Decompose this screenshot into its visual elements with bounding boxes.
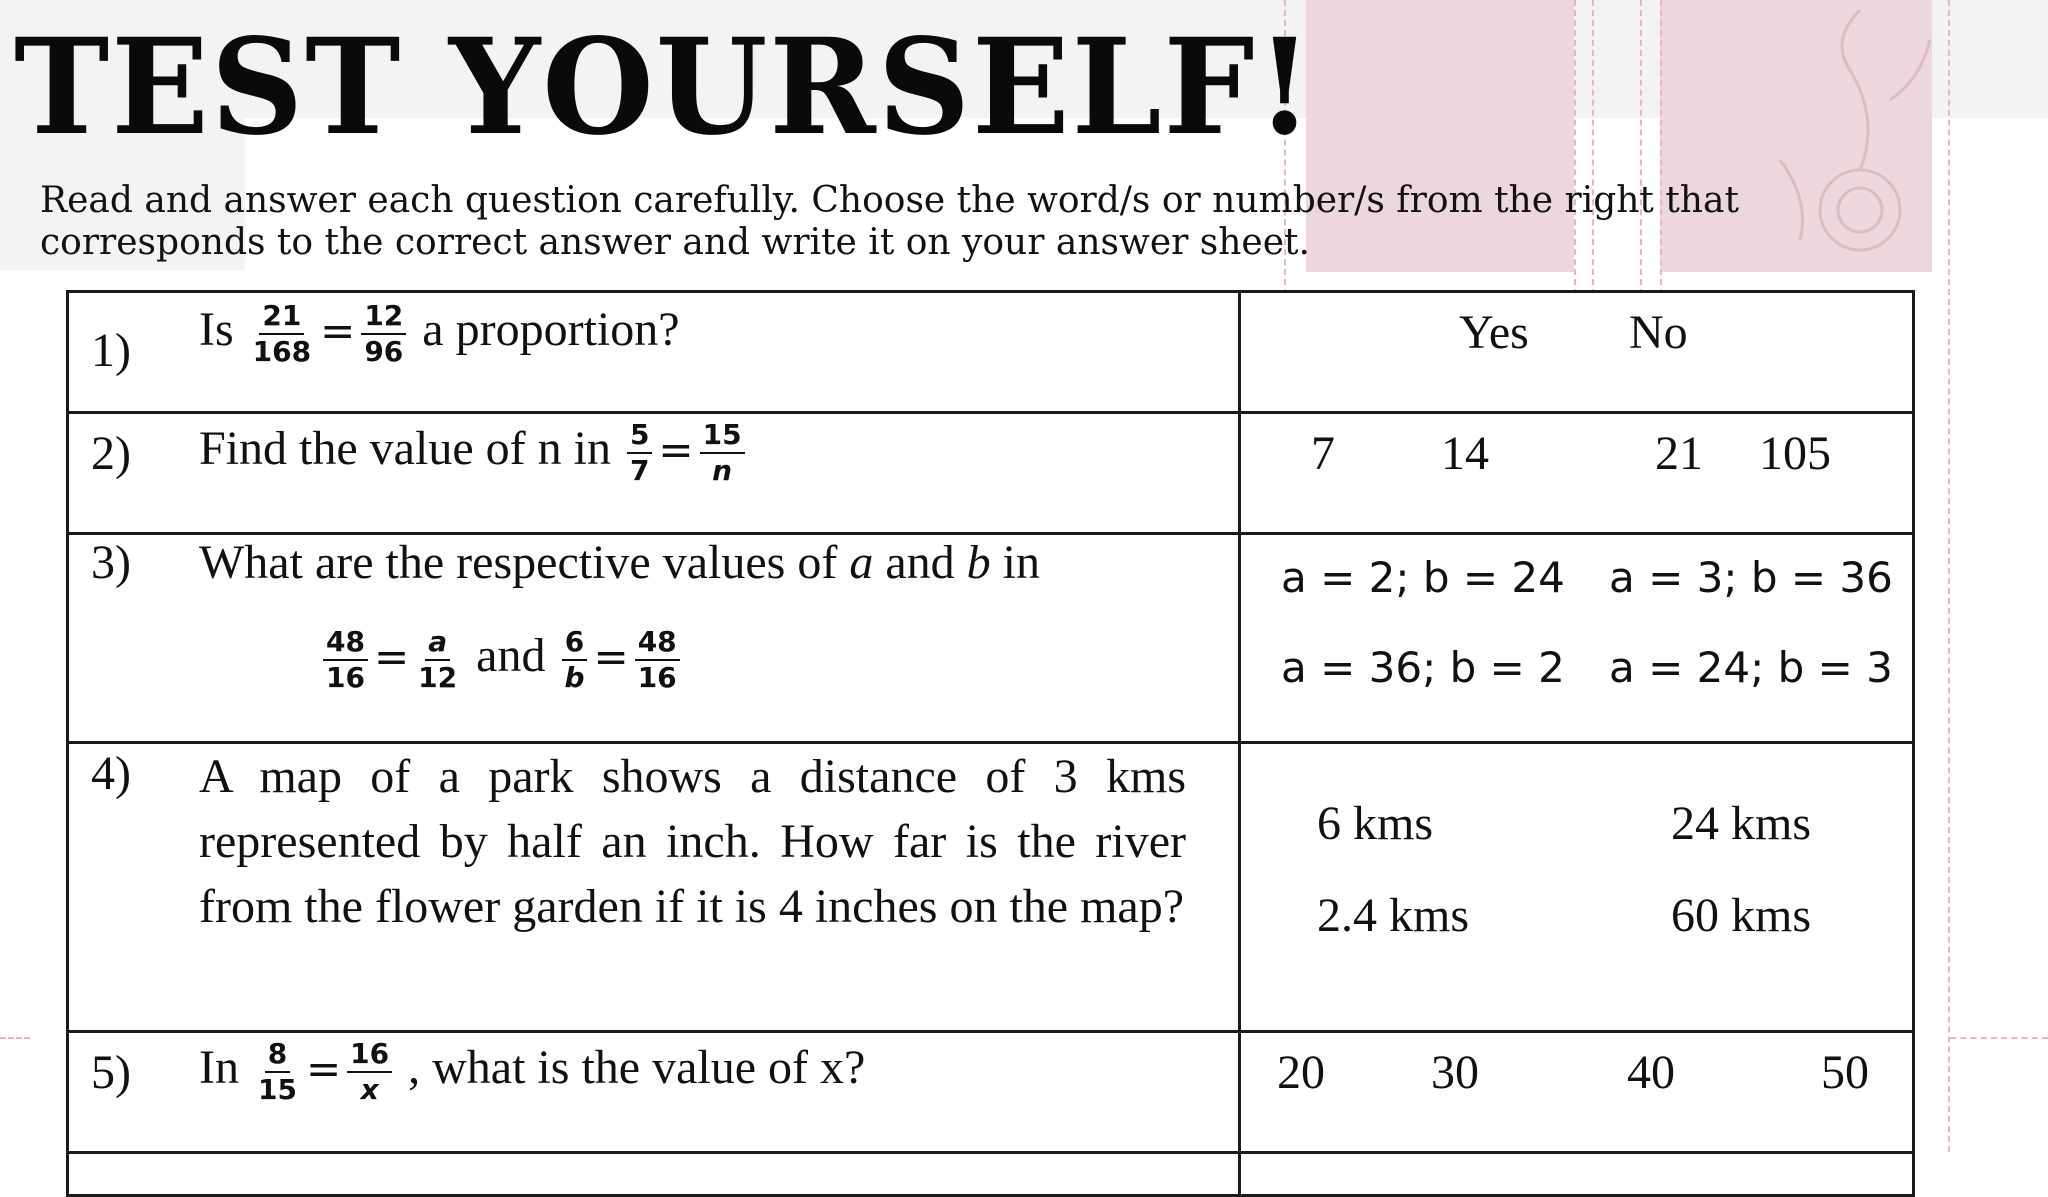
question-row-3 [68,534,1914,743]
option-yes[interactable]: Yes [1459,306,1529,359]
fraction: $\frac{6}{b}$ [561,625,587,695]
quiz-table [66,290,1915,1197]
option-40[interactable]: 40 [1627,1046,1675,1099]
fraction: $\frac{16}{x}$ [347,1037,392,1107]
instructions-text: Read and answer each question carefully. Choose the word/s or number/s from the right that corresponds to the correct answer and write it on your answer sheet. [40,180,1739,263]
option-no[interactable]: No [1629,306,1688,359]
question-text [199,418,1188,488]
question-cell [68,1032,1240,1153]
option-6-kms[interactable]: 6 kms [1317,797,1434,850]
question-cell [68,413,1240,534]
question-number: 5) [91,1046,131,1099]
option-a36-b2[interactable]: a = 36; b = 2 [1281,643,1565,692]
options-cell [1240,292,1914,413]
fraction: $\frac{21}{168}$ [252,299,312,368]
question-row-4 [68,743,1914,1032]
question-number: 3) [91,536,131,589]
question-cell [68,292,1240,413]
fraction: $\frac{48}{16}$ [323,625,368,695]
option-a3-b36[interactable]: a = 3; b = 36 [1609,553,1893,602]
question-cell [68,1153,1240,1196]
option-50[interactable]: 50 [1821,1046,1869,1099]
question-prefix: Find the value of n in [199,422,611,476]
option-20[interactable]: 20 [1277,1046,1325,1099]
options-cell [1240,743,1914,1032]
options-cell [1240,1153,1914,1196]
fraction: $\frac{15}{n}$ [700,418,745,488]
option-105[interactable]: 105 [1759,427,1831,480]
question-number: 1) [91,324,131,377]
question-text-line-1: What are the respective values of a and b in [199,536,1040,589]
option-7[interactable]: 7 [1311,427,1335,480]
dashed-guide [1950,1037,2048,1039]
options-cell [1240,1032,1914,1153]
option-60-kms[interactable]: 60 kms [1671,889,1812,942]
equals-sign: = [658,425,694,475]
equals-sign: = [373,632,410,682]
equals-sign: = [305,1044,342,1094]
equals-sign: = [593,632,629,682]
question-text: A map of a park shows a distance of 3 kms represented by half an inch. How far is the river from the flower garden if it is 4 inches on the map? [199,750,1186,933]
options-cell [1240,534,1914,743]
option-a2-b24[interactable]: a = 2; b = 24 [1281,553,1565,602]
fraction: $\frac{5}{7}$ [627,418,652,488]
dashed-guide [0,1037,30,1039]
option-2-4-kms[interactable]: 2.4 kms [1317,889,1470,942]
fraction: $\frac{8}{15}$ [257,1037,297,1106]
question-row-partial [68,1153,1914,1196]
dashed-guide [1948,0,1950,1152]
question-prefix: Is [199,303,234,357]
option-14[interactable]: 14 [1441,427,1489,480]
fraction: $\frac{12}{96}$ [361,299,406,369]
question-prefix: In [199,1041,239,1095]
fraction: $\frac{a}{12}$ [418,625,458,694]
question-number: 2) [91,427,131,480]
page-title: TEST YOURSELF! [14,10,1315,165]
question-text [199,1037,1188,1107]
question-row-2 [68,413,1914,534]
question-row-1 [68,292,1914,413]
option-a24-b3[interactable]: a = 24; b = 3 [1609,643,1893,692]
option-30[interactable]: 30 [1431,1046,1479,1099]
question-suffix: a proportion? [422,303,680,357]
question-cell [68,743,1240,1032]
question-number: 4) [91,747,131,800]
option-24-kms[interactable]: 24 kms [1671,797,1812,850]
fraction: $\frac{48}{16}$ [635,625,680,695]
question-cell [68,534,1240,743]
option-21[interactable]: 21 [1655,427,1703,480]
question-text [199,299,1188,369]
equals-sign: = [320,306,356,356]
options-cell [1240,413,1914,534]
question-row-5 [68,1032,1914,1153]
question-text-line-2: $\frac{48}{16}$ = $\frac{a}{12}$ and $\frac{6}{b}$ = $\frac{48}{16}$ [319,625,1188,695]
question-suffix: , what is the value of x? [408,1041,866,1095]
